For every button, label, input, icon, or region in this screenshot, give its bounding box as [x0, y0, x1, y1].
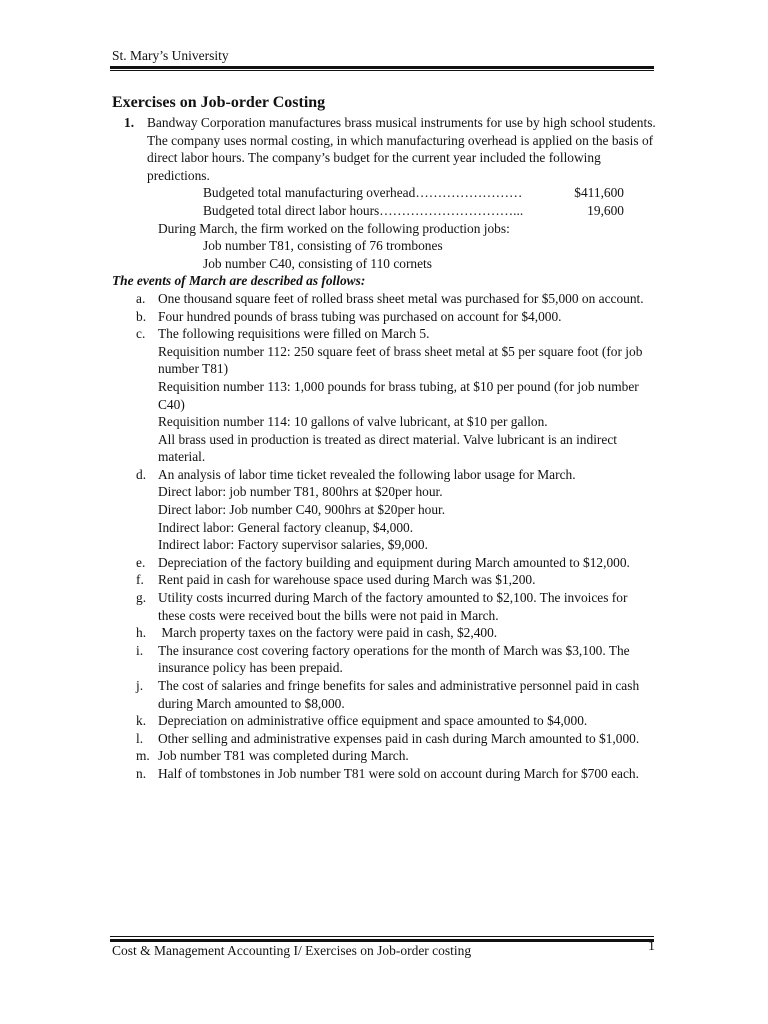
event-letter: c.: [136, 326, 146, 342]
event-text: Utility costs incurred during March of the factory amounted to $2,100. The invoices for these costs were received bout the bills were not paid in March.: [158, 590, 628, 623]
problem-intro: [0, 114, 768, 184]
event-text: An analysis of labor time ticket revealed the following labor usage for March.: [158, 466, 576, 482]
footer-course-title: Cost & Management Accounting I/ Exercises on Job-order costing: [112, 943, 472, 958]
event-letter: d.: [136, 466, 147, 482]
event-letter: g.: [136, 590, 147, 606]
event-letter: k.: [136, 713, 147, 729]
budget-label: Budgeted total direct labor hours…………………………...: [203, 202, 524, 218]
event-item-n: [0, 765, 768, 783]
event-item-j: [0, 677, 768, 712]
event-item-m: [0, 747, 768, 765]
event-item-l: [0, 730, 768, 748]
event-text: The following requisitions were filled on March 5.: [158, 326, 430, 342]
requisition-detail: Requisition number 113: 1,000 pounds for brass tubing, at $10 per pound (for job number C40): [158, 378, 639, 412]
requisition-detail: Requisition number 112: 250 square feet of brass sheet metal at $5 per square foot (for job number T81): [158, 343, 643, 377]
header-rule-thin: [110, 70, 654, 71]
event-text: Rent paid in cash for warehouse space used during March was $1,200.: [158, 572, 536, 588]
event-letter: l.: [136, 730, 144, 746]
event-letter: n.: [136, 765, 147, 781]
event-text: The cost of salaries and fringe benefits for sales and administrative personnel paid in cash during March amounted to $8,000.: [158, 678, 640, 711]
event-letter: b.: [136, 308, 147, 324]
event-text: Four hundred pounds of brass tubing was purchased on account for $4,000.: [158, 308, 562, 324]
labor-detail: Indirect labor: Factory supervisor salaries, $9,000.: [158, 537, 428, 553]
event-item-f: [0, 571, 768, 589]
page-title: Exercises on Job-order Costing: [112, 94, 326, 111]
event-item-d: [0, 466, 768, 484]
requisition-detail: Requisition number 114: 10 gallons of valve lubricant, at $10 per gallon.: [158, 414, 548, 430]
event-text: March property taxes on the factory were paid in cash, $2,400.: [158, 625, 498, 641]
event-item-h: [0, 624, 768, 642]
events-heading: The events of March are described as follows:: [112, 273, 366, 289]
event-letter: i.: [136, 642, 144, 658]
event-text: Other selling and administrative expenses paid in cash during March amounted to $1,000.: [158, 730, 640, 746]
event-letter: h.: [136, 625, 147, 641]
event-text: One thousand square feet of rolled brass sheet metal was purchased for $5,000 on account.: [158, 290, 644, 306]
event-letter: e.: [136, 554, 146, 570]
budget-value: $411,600: [574, 185, 624, 201]
event-item-e: [0, 554, 768, 572]
job-line: Job number T81, consisting of 76 trombones: [203, 238, 443, 254]
event-item-i: [0, 642, 768, 677]
event-text: Depreciation on administrative office equipment and space amounted to $4,000.: [158, 713, 588, 729]
event-item-k: [0, 712, 768, 730]
labor-detail: Direct labor: Job number C40, 900hrs at $20per hour.: [158, 502, 446, 518]
event-letter: a.: [136, 290, 146, 306]
labor-detail: Indirect labor: General factory cleanup, $4,000.: [158, 519, 414, 535]
event-letter: f.: [136, 572, 144, 588]
event-text: Job number T81 was completed during March.: [158, 748, 409, 764]
problem-intro-text: Bandway Corporation manufactures brass musical instruments for use by high school students. The company uses normal costing, in which manufacturing overhead is applied on the basis of direct labor hours. The company’s budget for the current year included the following predictions.: [147, 115, 656, 183]
labor-detail: Direct labor: job number T81, 800hrs at $20per hour.: [158, 484, 443, 500]
event-item-a: [0, 290, 768, 308]
budget-line: [203, 184, 624, 202]
event-item-c: [0, 325, 768, 343]
header-rule-thick: [110, 66, 654, 69]
event-text: The insurance cost covering factory operations for the month of March was $3,100. The insurance policy has been prepaid.: [158, 642, 630, 676]
event-item-b: [0, 308, 768, 326]
page-number: 1: [648, 939, 655, 954]
header-institution: St. Mary’s University: [112, 48, 229, 63]
problem-number: 1.: [124, 115, 135, 130]
event-letter: j.: [136, 678, 144, 693]
budget-value: 19,600: [587, 202, 624, 218]
footer-rule-thin: [110, 936, 654, 937]
event-letter: m.: [136, 748, 150, 764]
budget-line: [203, 202, 624, 220]
event-item-g: [0, 589, 768, 624]
event-text: Depreciation of the factory building and equipment during March amounted to $12,000.: [158, 554, 630, 570]
footer-rule-thick: [110, 939, 654, 942]
jobs-intro: During March, the firm worked on the following production jobs:: [158, 220, 510, 236]
material-note: All brass used in production is treated as direct material. Valve lubricant is an indirect material.: [158, 431, 617, 465]
event-text: Half of tombstones in Job number T81 were sold on account during March for $700 each.: [158, 765, 639, 781]
job-line: Job number C40, consisting of 110 cornets: [203, 255, 432, 271]
budget-label: Budgeted total manufacturing overhead……………………: [203, 185, 523, 201]
exercise-body: [0, 114, 768, 783]
